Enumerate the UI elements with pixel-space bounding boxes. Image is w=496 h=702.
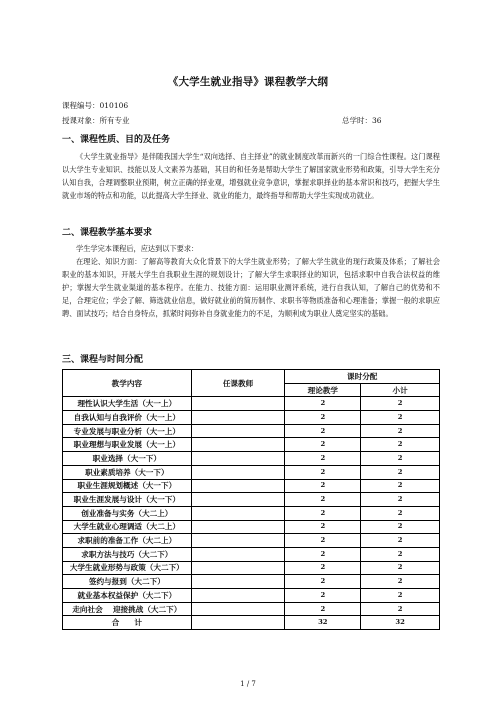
row-subtotal: 2 [361, 465, 440, 479]
row-theory: 2 [285, 561, 361, 575]
row-theory: 2 [285, 438, 361, 452]
table-row [63, 575, 440, 589]
document-title: 《大学生就业指导》课程教学大纲 [167, 76, 329, 88]
total-hours-value: 36 [372, 116, 382, 125]
header-content: 教学内容 [63, 370, 192, 397]
section2-body [62, 242, 440, 320]
row-subtotal: 2 [361, 575, 440, 589]
audience-line [62, 115, 130, 126]
total-label: 合 计 [63, 616, 192, 630]
header-teacher: 任课教师 [191, 370, 285, 397]
row-teacher [191, 438, 285, 452]
row-subtotal: 2 [361, 397, 440, 411]
row-theory: 2 [285, 602, 361, 616]
row-content: 大学生就业形势与政策（大二下） [63, 561, 192, 575]
row-content: 走向社会 迎接挑战（大二下） [63, 602, 192, 616]
row-content: 职业生涯发展与设计（大一下） [63, 493, 192, 507]
row-theory: 2 [285, 424, 361, 438]
row-theory: 2 [285, 589, 361, 603]
row-content: 职业生涯规划概述（大一下） [63, 479, 192, 493]
row-content: 职业素质培养（大一下） [63, 465, 192, 479]
row-teacher [191, 506, 285, 520]
section1-heading: 一、课程性质、目的及任务 [62, 135, 171, 145]
section3-heading: 三、课程与时间分配 [62, 355, 144, 365]
row-subtotal: 2 [361, 589, 440, 603]
row-theory: 2 [285, 411, 361, 425]
total-row [63, 616, 440, 630]
row-subtotal: 2 [361, 547, 440, 561]
table-row [63, 411, 440, 425]
row-theory: 2 [285, 465, 361, 479]
total-subtotal: 32 [361, 616, 440, 630]
header-hours: 课时分配 [285, 370, 440, 384]
row-theory: 2 [285, 479, 361, 493]
table-row [63, 479, 440, 493]
page-number: 1 / 7 [240, 680, 256, 688]
table-row [63, 465, 440, 479]
row-teacher [191, 452, 285, 466]
table-row [63, 602, 440, 616]
row-teacher [191, 575, 285, 589]
row-subtotal: 2 [361, 506, 440, 520]
audience-label: 授课对象： [62, 116, 100, 125]
row-subtotal: 2 [361, 534, 440, 548]
row-teacher [191, 561, 285, 575]
table-row [63, 506, 440, 520]
table-row [63, 547, 440, 561]
table-row [63, 493, 440, 507]
course-code-value: 010106 [99, 101, 129, 110]
row-subtotal: 2 [361, 602, 440, 616]
row-subtotal: 2 [361, 520, 440, 534]
section1-paragraph: 《大学生就业指导》是伴随我国大学生“双向选择、自主择业”的就业制度改革而新兴的一门综合性课程。这门课程以大学生专业知识、技能以及人文素养为基础，其目的和任务是帮助大学生了解国家就业形势和政策，引导大学生充分认知自我，合理调整职业预期，树立正确的择业观，增强就业竞争意识，掌握求职择业的基本常识和技巧，把握大学生就业市场的特点和功能，以此提高大学生择业、就业的能力，最终指导和帮助大学生实现成功就业。 [62, 152, 440, 200]
row-content: 自我认知与自我评价（大一上） [63, 411, 192, 425]
row-subtotal: 2 [361, 411, 440, 425]
row-teacher [191, 397, 285, 411]
section2-paragraph-1: 学生学完本课程后，应达到以下要求： [76, 244, 199, 253]
row-teacher [191, 520, 285, 534]
row-teacher [191, 465, 285, 479]
table-row [63, 452, 440, 466]
row-subtotal: 2 [361, 452, 440, 466]
row-theory: 2 [285, 493, 361, 507]
header-subtotal: 小计 [361, 383, 440, 397]
row-content: 理性认识大学生活（大一上） [63, 397, 192, 411]
row-teacher [191, 547, 285, 561]
row-teacher [191, 411, 285, 425]
row-theory: 2 [285, 534, 361, 548]
total-theory: 32 [285, 616, 361, 630]
row-teacher [191, 589, 285, 603]
course-code-label: 课程编号： [62, 101, 100, 110]
table-row [63, 397, 440, 411]
course-hours-table [62, 369, 440, 630]
row-subtotal: 2 [361, 493, 440, 507]
row-teacher [191, 493, 285, 507]
audience-value: 所有专业 [99, 116, 130, 125]
table-row [63, 589, 440, 603]
row-subtotal: 2 [361, 438, 440, 452]
row-teacher [191, 424, 285, 438]
section2-paragraph-2: 在理论、知识方面：了解高等教育大众化背景下的大学生就业形势；了解大学生就业的现行政策及体系；了解社会职业的基本知识，开展大学生自我职业生涯的规划设计；了解大学生求职择业的知识，包括求职中自我合法权益的维护；掌握大学生就业渠道的基本程序。在能力、技能方面：运用职业测评系统，进行自我认知，了解自己的优势和不足，合理定位；学会了解、筛选就业信息，做好就业前的简历制作、求职书等物质准备和心理准备；掌握一般的求职应聘、面试技巧；结合自身特点，抓紧时间弥补自身就业能力的不足，为顺利成为职业人奠定坚实的基础。 [62, 257, 440, 318]
row-content: 创业准备与实务（大二上） [63, 506, 192, 520]
total-teacher [191, 616, 285, 630]
header-theory: 理论教学 [285, 383, 361, 397]
total-hours-label: 总学时： [342, 116, 372, 125]
row-content: 专业发展与职业分析（大一上） [63, 424, 192, 438]
row-teacher [191, 479, 285, 493]
row-teacher [191, 534, 285, 548]
table-row [63, 520, 440, 534]
section1-body [62, 150, 440, 202]
row-content: 职业理想与职业发展（大一上） [63, 438, 192, 452]
table-row [63, 534, 440, 548]
row-theory: 2 [285, 575, 361, 589]
row-theory: 2 [285, 520, 361, 534]
row-subtotal: 2 [361, 479, 440, 493]
table-row [63, 438, 440, 452]
row-teacher [191, 602, 285, 616]
table-row [63, 424, 440, 438]
row-content: 签约与报到（大二下） [63, 575, 192, 589]
row-theory: 2 [285, 452, 361, 466]
row-content: 求职方法与技巧（大二下） [63, 547, 192, 561]
row-subtotal: 2 [361, 424, 440, 438]
section2-heading: 二、课程教学基本要求 [62, 228, 153, 238]
row-theory: 2 [285, 397, 361, 411]
course-code-line [62, 100, 128, 111]
row-content: 职业选择（大一下） [63, 452, 192, 466]
row-theory: 2 [285, 506, 361, 520]
row-content: 就业基本权益保护（大二下） [63, 589, 192, 603]
row-content: 大学生就业心理调适（大二上） [63, 520, 192, 534]
row-subtotal: 2 [361, 561, 440, 575]
table-row [63, 561, 440, 575]
row-theory: 2 [285, 547, 361, 561]
row-content: 求职前的准备工作（大二上） [63, 534, 192, 548]
total-hours-line [342, 115, 382, 126]
